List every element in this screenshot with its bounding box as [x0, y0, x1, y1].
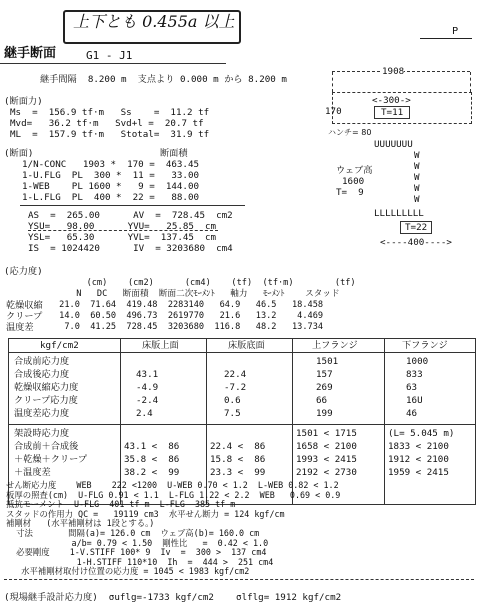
haunch-label: ハンチ= 80 — [328, 128, 372, 137]
page-label: P — [452, 26, 459, 37]
check-row: 寸法 間隔(a)= 126.0 cm ウェブ高(b)= 160.0 cm — [6, 528, 260, 538]
col-header: 床版上面 — [142, 340, 179, 351]
stamp-text: 上下とも 0.455a 以上 — [73, 12, 235, 31]
section-row: 1-U.FLG PL 300 * 11 = 33.00 — [22, 170, 200, 181]
table-cell: 1912 < 2100 — [388, 454, 449, 465]
table-cell: 22.4 < 86 — [210, 441, 266, 452]
table-cell: 35.8 < 86 — [124, 454, 180, 465]
bottom-width: 400 — [407, 237, 425, 248]
row-label: 合成後応力度 — [14, 369, 70, 380]
table-cell: 1658 < 2100 — [296, 441, 357, 452]
span-label: 継手間隔 — [40, 74, 77, 85]
check-row: 1-H.STIFF 110*10 Ih = 444 > 251 cm4 — [6, 556, 274, 567]
table-cell: 1000 — [406, 356, 429, 367]
table-cell: 1501 < 1715 — [296, 428, 357, 439]
table-cell: -4.9 — [136, 382, 159, 393]
table-cell: 46 — [406, 408, 418, 419]
page-underline — [420, 38, 472, 39]
section-row: 1/N-CONC 1903 * 170 = 463.45 — [22, 159, 200, 170]
check-row: a/b= 0.79 < 1.50 剛性比 = 0.42 < 1.0 — [6, 537, 269, 548]
web-glyph: W — [414, 183, 420, 194]
span-from-label: 支点より — [137, 74, 175, 85]
row-label: 温度差応力度 — [14, 408, 70, 419]
web-glyph: W — [414, 161, 420, 172]
check-row: 水平補剛材取付け位置の応力度 = 1045 < 1983 kgf/cm2 — [6, 566, 250, 577]
area-column-label: 断面積 — [160, 148, 188, 159]
table-cell: 0.6 — [224, 395, 241, 406]
table-cell: 157 — [316, 369, 333, 380]
web-glyph: W — [414, 194, 420, 205]
col-header: 床版底面 — [228, 340, 265, 351]
footer-rule — [4, 579, 474, 580]
table-cell: 1959 < 2415 — [388, 467, 449, 478]
force-row: ML = 157.9 tf·m Stotal= 31.9 tf — [10, 129, 210, 140]
top-flange-label: T=11 — [374, 106, 410, 119]
col-divider — [384, 338, 385, 504]
slab-width-label: <-300-> — [372, 95, 411, 106]
section-row: 1-L.FLG PL 400 * 22 = 88.00 — [22, 192, 200, 203]
span-line — [40, 74, 287, 85]
title-rule — [0, 63, 226, 64]
table-cell: 1833 < 2100 — [388, 441, 449, 452]
check-row: 必要剛度 1-V.STIFF 100* 9 Iv = 300 > 137 cm4 — [6, 547, 267, 558]
table-cell: 199 — [316, 408, 333, 419]
check-row: スタッドの作用力 QC = 19119 cm3 水平せん断力 = 124 kgf/cm — [6, 508, 285, 519]
section-prop: AS = 265.00 AV = 728.45 cm2 — [28, 210, 233, 221]
row-label: 乾燥収縮応力度 — [14, 382, 79, 393]
stress-row-label: クリープ — [6, 311, 43, 322]
table-cell: (L= 5.045 m) — [388, 428, 455, 439]
stress-row: 14.0 60.50 496.73 2619770 21.6 13.2 4.469 — [54, 311, 324, 321]
stress-heading: (応力度) — [4, 266, 43, 277]
stress-row-label: 乾燥収縮 — [6, 300, 43, 311]
row-label: ＋乾燥＋クリープ — [14, 454, 88, 465]
web-height-label: ウェブ高 — [336, 165, 373, 176]
upper-flange-glyph: UUUUUUU — [374, 139, 413, 150]
span-value: 8.200 m — [87, 74, 127, 85]
forces-heading: (断面力) — [4, 96, 43, 107]
table-cell: 43.1 — [136, 369, 159, 380]
row-label: 合成前応力度 — [14, 356, 70, 367]
col-header: 下フランジ — [402, 340, 448, 351]
check-row: 抵抗モーメント U-FLG 401 tf m L-FLG 385 tf m — [6, 499, 236, 510]
handwritten-stamp — [63, 10, 241, 44]
table-cell: 2192 < 2730 — [296, 467, 357, 478]
web-height: 1600 — [342, 176, 365, 187]
table-cell: 16U — [406, 395, 423, 406]
width-label: 1908 — [382, 66, 405, 77]
web-glyph: W — [414, 150, 420, 161]
span-from: 0.000 m から — [179, 74, 243, 85]
row-label: 架設時応力度 — [14, 428, 70, 439]
dim-tick — [470, 72, 471, 92]
table-group-rule — [8, 424, 475, 425]
strike-dash — [28, 230, 218, 231]
table-cell: 63 — [406, 382, 418, 393]
force-row: Ms = 156.9 tf·m Ss = 11.2 tf — [10, 107, 210, 118]
col-header: kgf/cm2 — [40, 340, 79, 351]
table-cell: 1993 < 2415 — [296, 454, 357, 465]
section-heading: (断面) — [4, 148, 34, 159]
bottom-width-label: <----400----> — [380, 237, 452, 248]
check-row: 板厚の照査(cm) U-FLG 0.91 < 1.1 L-FLG 1.22 < 2.2 WEB 0.69 < 0.9 — [6, 489, 341, 500]
row-label: ＋温度差 — [14, 467, 51, 478]
table-cell: 269 — [316, 382, 333, 393]
check-row: せん断応力度 WEB 222 <1200 U-WEB 0.70 < 1.2 L-WEB 0.82 < 1.2 — [6, 480, 339, 490]
table-cell: 43.1 < 86 — [124, 441, 180, 452]
force-row: Mvd= 36.2 tf·m Svd+l = 20.7 tf — [10, 118, 204, 129]
page-title: 継手断面 — [4, 46, 57, 61]
row-label: 合成前＋合成後 — [14, 441, 79, 452]
footer-text: (現場継手設計応力度) σuflg=-1733 kgf/cm2 σlflg= 1912 kgf/cm2 — [4, 592, 342, 603]
section-prop: YSL= 65.30 YVL= 137.45 cm — [28, 232, 217, 243]
table-cell: -7.2 — [224, 382, 247, 393]
dim-tick — [332, 72, 333, 92]
bottom-thickness: T=22 — [400, 221, 432, 234]
table-cell: 1501 — [316, 356, 339, 367]
stress-units: (cm) (cm2) (cm4) (tf) (tf·m) (tf) — [40, 278, 356, 288]
section-prop: YSU= 98.00 YVU= 25.85 cm — [28, 221, 217, 232]
table-cell: 38.2 < 99 — [124, 467, 180, 478]
stress-row-label: 温度差 — [6, 322, 34, 333]
table-cell: -2.4 — [136, 395, 159, 406]
slab-thickness: 170 — [325, 106, 342, 117]
check-row: 補剛材 (水平補剛材は 1段とする。) — [6, 518, 155, 529]
web-glyph: W — [414, 172, 420, 183]
table-cell: 7.5 — [224, 408, 241, 419]
member-code: G1 - J1 — [86, 49, 133, 62]
row-label: クリープ応力度 — [14, 395, 78, 406]
stress-row: 21.0 71.64 419.48 2283140 64.9 46.5 18.458 — [54, 300, 324, 310]
table-cell: 23.3 < 99 — [210, 467, 266, 478]
stress-row: 7.0 41.25 728.45 3203680 116.8 48.2 13.734 — [54, 322, 324, 332]
section-row: 1-WEB PL 1600 * 9 = 144.00 — [22, 181, 200, 192]
span-to: 8.200 m — [248, 74, 287, 85]
slab-width: 300 — [383, 95, 400, 106]
table-header-rule — [8, 352, 475, 353]
col-header: 上フランジ — [312, 340, 358, 351]
section-prop: IS = 1024420 IV = 3203680 cm4 — [28, 243, 233, 254]
table-cell: 15.8 < 86 — [210, 454, 266, 465]
table-cell: 66 — [316, 395, 328, 406]
table-cell: 2.4 — [136, 408, 153, 419]
bottom-flange-glyph: LLLLLLLLL — [374, 208, 424, 219]
stress-headers: N DC 断面積 断面二次ﾓｰﾒﾝﾄ 軸力 ﾓｰﾒﾝﾄ スタッド — [40, 289, 340, 299]
web-thickness: T= 9 — [336, 187, 364, 198]
table-cell: 22.4 — [224, 369, 247, 380]
table-cell: 833 — [406, 369, 423, 380]
section-rule — [20, 205, 245, 206]
